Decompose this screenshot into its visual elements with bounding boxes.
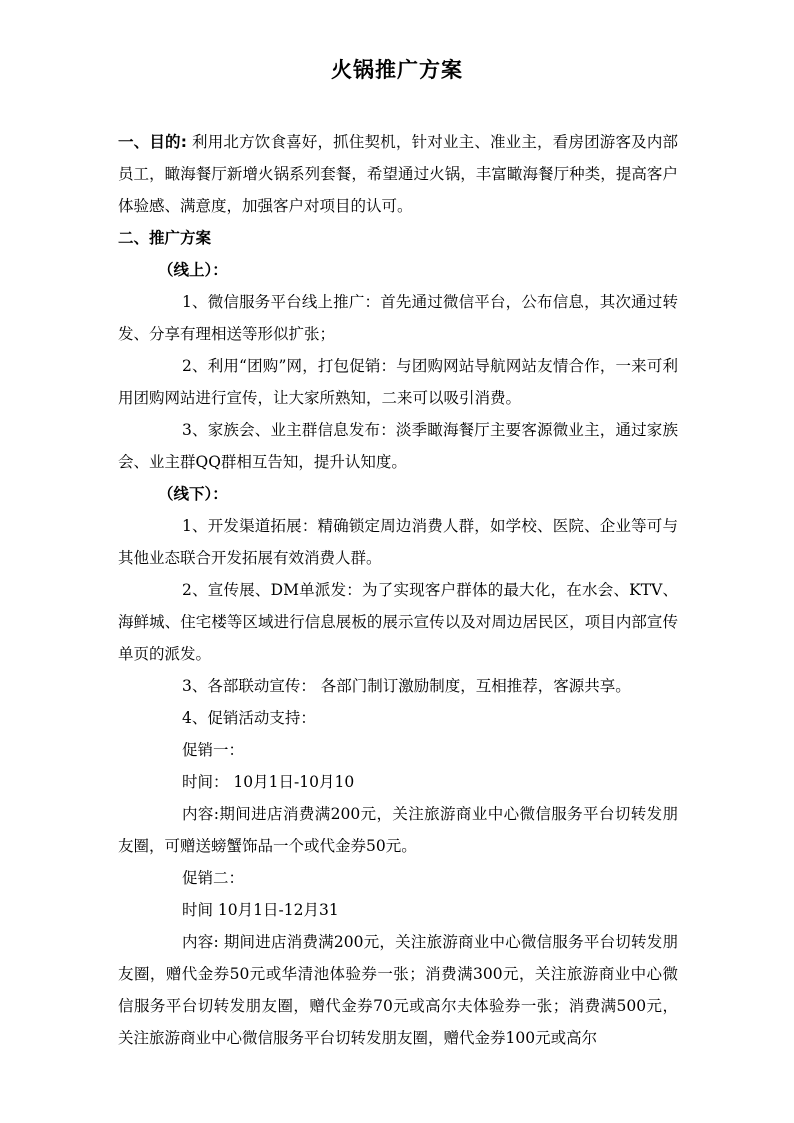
offline-item-1: 1、开发渠道拓展：精确锁定周边消费人群，如学校、医院、企业等可与其他业态联合开发拓展有效消费人群。 (118, 517, 678, 567)
plan-heading: 二、推广方案 (118, 229, 212, 247)
offline-item-3: 3、各部联动宣传： 各部门制订激励制度，互相推荐，客源共享。 (182, 677, 631, 695)
purpose-label: 一、目的: (118, 133, 187, 151)
purpose-paragraph (118, 126, 678, 222)
online-item-3: 3、家族会、业主群信息发布：淡季瞰海餐厅主要客源微业主，通过家族会、业主群QQ群相互告知，提升认知度。 (118, 421, 678, 471)
document-body (118, 126, 678, 1054)
promo1-label: 促销一： (182, 741, 245, 759)
online-item-2: 2、利用“团购”网，打包促销：与团购网站导航网站友情合作，一来可利用团购网站进行宣传，让大家所熟知，二来可以吸引消费。 (118, 357, 678, 407)
promo1-time: 时间： 10月1日-10月10 (182, 773, 355, 791)
document-title: 火锅推广方案 (331, 58, 463, 82)
promo2-content: 内容: 期间进店消费满200元，关注旅游商业中心微信服务平台切转发朋友圈，赠代金券50元或华清池体验券一张；消费满300元，关注旅游商业中心微信服务平台切转发朋友圈，赠代金券70元或高尔夫体验券一张；消费满500元，关注旅游商业中心微信服务平台切转发朋友圈，赠代金券100元或高尔 (118, 933, 678, 1047)
online-item-1: 1、微信服务平台线上推广：首先通过微信平台，公布信息，其次通过转发、分享有理相送等形似扩张； (118, 293, 678, 343)
offline-item-2: 2、宣传展、DM单派发：为了实现客户群体的最大化，在水会、KTV、海鲜城、住宅楼等区域进行信息展板的展示宣传以及对周边居民区，项目内部宣传单页的派发。 (118, 581, 678, 663)
purpose-text: 利用北方饮食喜好，抓住契机，针对业主、准业主，看房团游客及内部员工，瞰海餐厅新增火锅系列套餐，希望通过火锅，丰富瞰海餐厅种类，提高客户体验感、满意度，加强客户对项目的认可。 (118, 133, 678, 215)
promo2-label: 促销二： (182, 869, 245, 887)
promo1-content: 内容:期间进店消费满200元，关注旅游商业中心微信服务平台切转发朋友圈，可赠送螃蟹饰品一个或代金券50元。 (118, 805, 678, 855)
offline-item-4: 4、促销活动支持： (182, 709, 316, 727)
online-heading: （线上）： (158, 261, 228, 279)
offline-heading: （线下）： (158, 485, 228, 503)
promo2-time: 时间 10月1日-12月31 (182, 901, 339, 919)
